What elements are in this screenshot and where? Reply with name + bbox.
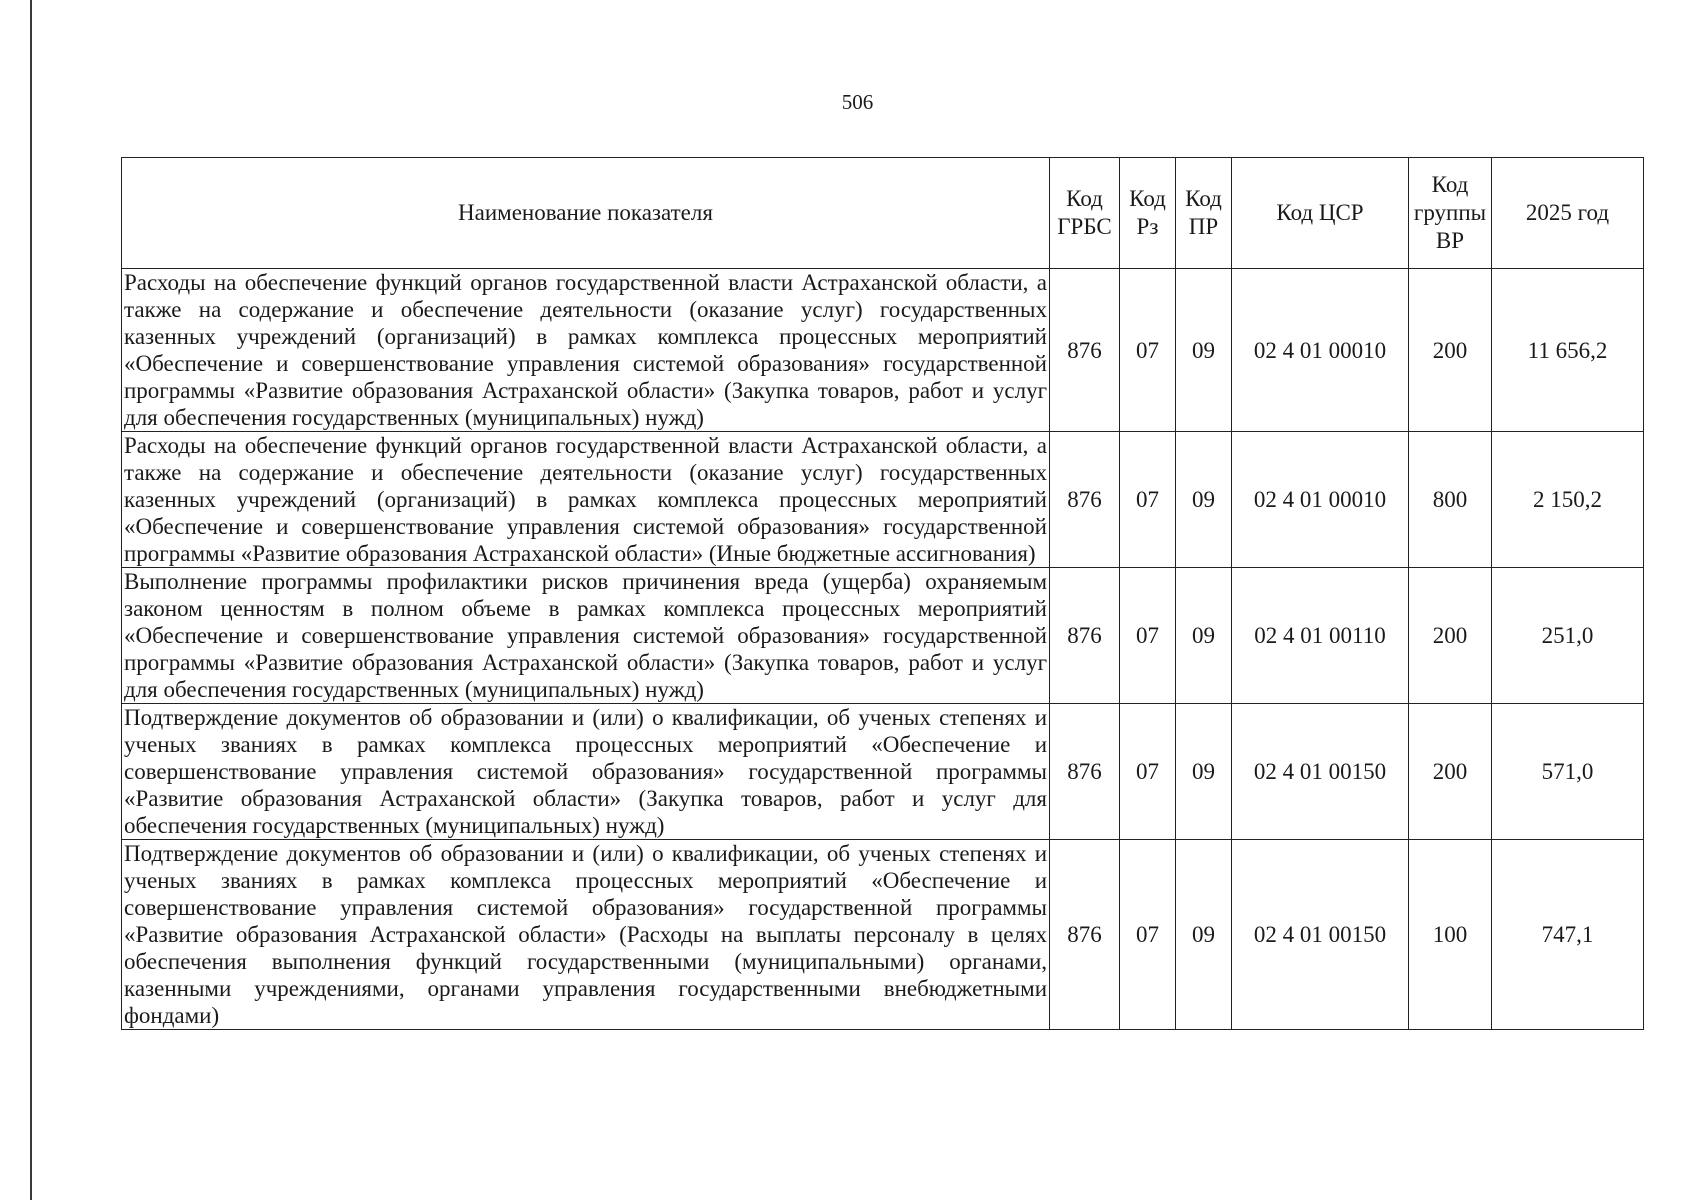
header-name: Наименование показателя (122, 158, 1050, 269)
row-name: Расходы на обеспечение функций органов государственной власти Астраханской области, а также на содержание и обеспечение деятельности (оказание услуг) государственных казенных учреждений (организаций) в рамках комплекса процессных мероприятий «Обеспечение и совершенствование управления системой образования» государственной программы «Развитие образования Астраханской области» (Закупка товаров, работ и услуг для обеспечения государственных (муниципальных) нужд) (122, 269, 1050, 432)
row-csr: 02 4 01 00150 (1232, 840, 1409, 1030)
row-csr: 02 4 01 00110 (1232, 568, 1409, 704)
row-amount: 2 150,2 (1492, 432, 1644, 568)
row-pr: 09 (1176, 432, 1232, 568)
row-amount: 11 656,2 (1492, 269, 1644, 432)
row-name: Подтверждение документов об образовании и (или) о квалификации, об ученых степенях и ученых званиях в рамках комплекса процессных мероприятий «Обеспечение и совершенствование управления системой образования» государственной программы «Развитие образования Астраханской области» (Расходы на выплаты персоналу в целях обеспечения выполнения функций государственными (муниципальными) органами, казенными учреждениями, органами управления государственными внебюджетными фондами) (122, 840, 1050, 1030)
header-grbs: Код ГРБС (1050, 158, 1120, 269)
table-row (122, 432, 1644, 568)
header-csr: Код ЦСР (1232, 158, 1409, 269)
header-pr: Код ПР (1176, 158, 1232, 269)
row-pr: 09 (1176, 568, 1232, 704)
table-row (122, 568, 1644, 704)
header-vr: Код группы ВР (1409, 158, 1492, 269)
row-grbs: 876 (1050, 840, 1120, 1030)
row-name: Подтверждение документов об образовании и (или) о квалификации, об ученых степенях и ученых званиях в рамках комплекса процессных мероприятий «Обеспечение и совершенствование управления системой образования» государственной программы «Развитие образования Астраханской области» (Закупка товаров, работ и услуг для обеспечения государственных (муниципальных) нужд) (122, 704, 1050, 840)
row-pr: 09 (1176, 840, 1232, 1030)
row-rz: 07 (1120, 432, 1176, 568)
row-vr: 200 (1409, 704, 1492, 840)
table-row (122, 704, 1644, 840)
row-name: Выполнение программы профилактики рисков причинения вреда (ущерба) охраняемым законом ценностям в полном объеме в рамках комплекса процессных мероприятий «Обеспечение и совершенствование управления системой образования» государственной программы «Развитие образования Астраханской области» (Закупка товаров, работ и услуг для обеспечения государственных (муниципальных) нужд) (122, 568, 1050, 704)
table-row (122, 269, 1644, 432)
row-rz: 07 (1120, 840, 1176, 1030)
row-grbs: 876 (1050, 704, 1120, 840)
row-vr: 100 (1409, 840, 1492, 1030)
table-row (122, 840, 1644, 1030)
row-grbs: 876 (1050, 568, 1120, 704)
page-number: 506 (841, 90, 874, 114)
row-rz: 07 (1120, 568, 1176, 704)
row-name: Расходы на обеспечение функций органов государственной власти Астраханской области, а также на содержание и обеспечение деятельности (оказание услуг) государственных казенных учреждений (организаций) в рамках комплекса процессных мероприятий «Обеспечение и совершенствование управления системой образования» государственной программы «Развитие образования Астраханской области» (Иные бюджетные ассигнования) (122, 432, 1050, 568)
row-vr: 200 (1409, 269, 1492, 432)
row-amount: 571,0 (1492, 704, 1644, 840)
row-pr: 09 (1176, 269, 1232, 432)
row-pr: 09 (1176, 704, 1232, 840)
header-rz: Код Рз (1120, 158, 1176, 269)
row-csr: 02 4 01 00010 (1232, 432, 1409, 568)
row-amount: 251,0 (1492, 568, 1644, 704)
row-csr: 02 4 01 00010 (1232, 269, 1409, 432)
scan-edge-line (30, 0, 32, 1200)
row-grbs: 876 (1050, 269, 1120, 432)
row-rz: 07 (1120, 269, 1176, 432)
row-csr: 02 4 01 00150 (1232, 704, 1409, 840)
table-header-row (122, 158, 1644, 269)
header-year: 2025 год (1492, 158, 1644, 269)
row-amount: 747,1 (1492, 840, 1644, 1030)
budget-table (121, 157, 1644, 1030)
row-vr: 200 (1409, 568, 1492, 704)
row-vr: 800 (1409, 432, 1492, 568)
row-rz: 07 (1120, 704, 1176, 840)
row-grbs: 876 (1050, 432, 1120, 568)
